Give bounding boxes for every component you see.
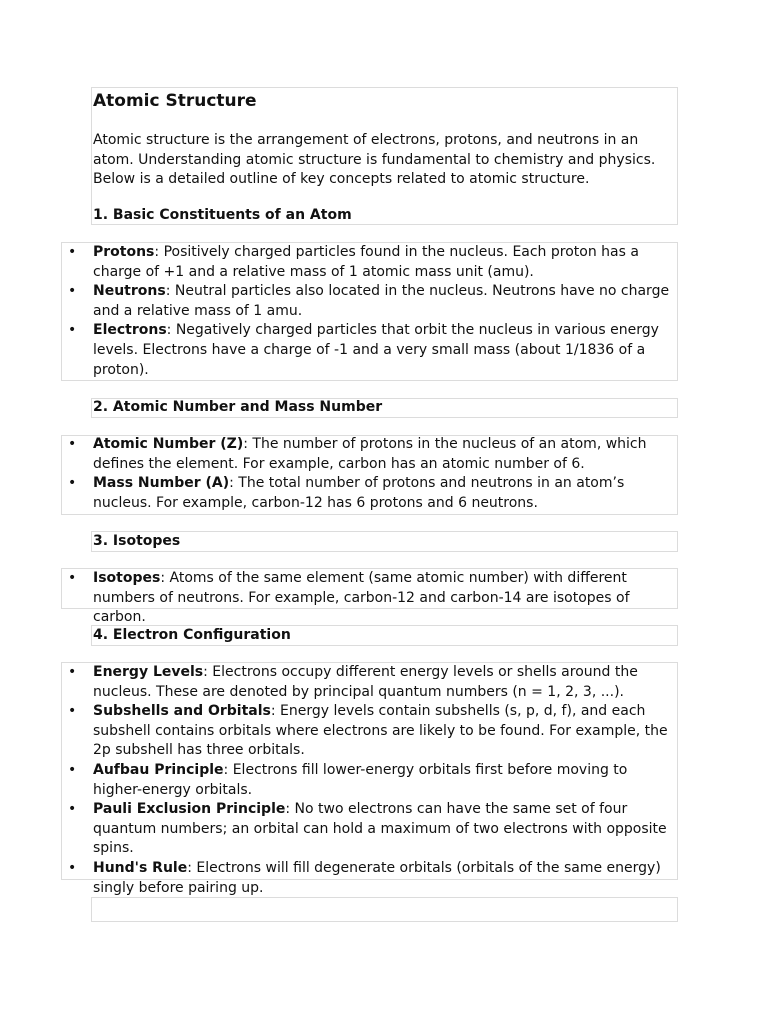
description: : Neutral particles also located in the nucleus. Neutrons have no charge and a relative mass of 1 amu. [93,283,670,319]
bullet-icon: • [68,322,77,339]
description: : The total number of protons and neutrons in an atom’s nucleus. For example, carbon-12 has 6 protons and 6 neutrons. [93,475,625,511]
list-item [68,569,673,628]
term: Atomic Number (Z) [93,436,244,452]
list-item [68,761,673,800]
list-item [68,800,673,859]
term: Electrons [93,322,167,339]
list-item [68,702,673,761]
bullet-icon: • [68,664,77,680]
term: Mass Number (A) [93,475,230,492]
section-heading-2: 2. Atomic Number and Mass Number [93,399,383,415]
bullet-icon: • [68,436,77,452]
description: : Electrons will fill degenerate orbitals (orbitals of the same energy) singly before pairing up. [93,859,661,896]
description: : Energy levels contain subshells (s, p, d, f), and each subshell contains orbitals where electrons are likely to be found. For example, the 2p subshell has three orbitals. [93,703,668,759]
term: Hund's Rule [93,859,188,876]
description: : Electrons fill lower-energy orbitals first before moving to higher-energy orbitals. [93,761,628,798]
list-item [68,243,673,282]
bullet-icon: • [68,244,77,260]
section-list-2 [68,435,673,513]
bullet-icon: • [68,801,77,818]
section-heading-4: 4. Electron Configuration [93,627,291,643]
description: : Positively charged particles found in the nucleus. Each proton has a charge of +1 and a relative mass of 1 atomic mass unit (amu). [93,244,639,280]
list-item [68,435,673,474]
bullet-icon: • [68,761,77,778]
list-item [68,282,673,321]
term: Pauli Exclusion Principle [93,801,286,818]
page-title: Atomic Structure [93,91,257,111]
list-item [68,474,673,513]
list-item [68,321,673,380]
term: Protons [93,244,155,260]
description: : Atoms of the same element (same atomic number) with different numbers of neutrons. For example, carbon-12 and carbon-14 are isotopes of carbon. [93,570,630,626]
section-heading-1: 1. Basic Constituents of an Atom [93,207,352,223]
term: Neutrons [93,283,166,300]
list-item [68,663,673,702]
bullet-icon: • [68,703,77,720]
description: : Negatively charged particles that orbit the nucleus in various energy levels. Electrons have a charge of -1 and a very small mass (about 1/1836 of a proton). [93,322,659,378]
bullet-icon: • [68,475,77,492]
section-list-4 [68,663,673,898]
term: Energy Levels [93,664,204,680]
empty-box [91,897,678,922]
term: Aufbau Principle [93,761,224,778]
list-item [68,859,673,898]
section-heading-3: 3. Isotopes [93,533,181,549]
description: : Electrons occupy different energy levels or shells around the nucleus. These are denoted by principal quantum numbers (n = 1, 2, 3, ...). [93,664,638,700]
bullet-icon: • [68,570,77,586]
description: : The number of protons in the nucleus of an atom, which defines the element. For example, carbon has an atomic number of 6. [93,436,647,472]
term: Isotopes [93,570,161,586]
term: Subshells and Orbitals [93,703,271,720]
intro-paragraph: Atomic structure is the arrangement of electrons, protons, and neutrons in an atom. Understanding atomic structure is fundamental to chemistry and physics. Below is a detailed outline of key concepts related to atomic structure. [93,132,656,188]
bullet-icon: • [68,283,77,300]
description: : No two electrons can have the same set of four quantum numbers; an orbital can hold a maximum of two electrons with opposite spins. [93,801,667,857]
section-list-3 [68,569,673,628]
bullet-icon: • [68,859,77,876]
section-list-1 [68,243,673,380]
